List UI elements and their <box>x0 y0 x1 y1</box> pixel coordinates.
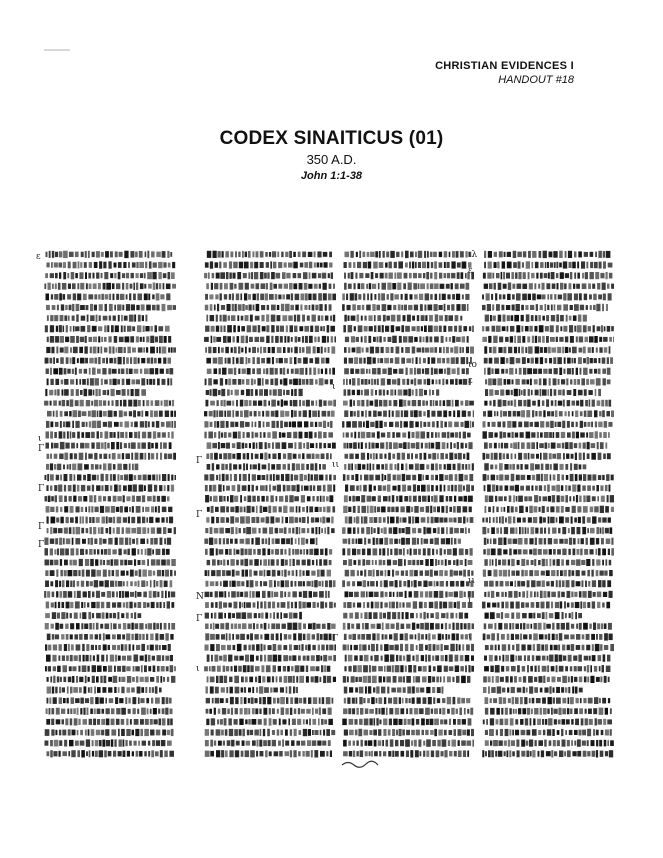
margin-note: Ν <box>196 592 204 602</box>
margin-note: ιι <box>332 460 340 470</box>
handout-number: HANDOUT #18 <box>498 74 574 86</box>
footer-scribble <box>340 756 380 774</box>
margin-note: ιο <box>468 360 477 370</box>
margin-note: ι <box>196 664 200 674</box>
margin-note: Γ <box>196 614 203 624</box>
manuscript-column-4 <box>482 248 614 758</box>
manuscript-column-2 <box>204 248 339 758</box>
manuscript-text-lines <box>342 251 474 758</box>
manuscript-column-3 <box>342 248 474 758</box>
manuscript-date: 350 A.D. <box>306 152 357 167</box>
margin-note: ι <box>468 632 472 642</box>
page-title: CODEX SINAITICUS (01) <box>219 128 444 149</box>
margin-note: Γ <box>38 484 45 494</box>
margin-note: ι <box>332 382 336 392</box>
course-title: CHRISTIAN EVIDENCES I <box>435 60 574 72</box>
margin-note: ε <box>468 376 473 386</box>
handout-header <box>435 60 574 86</box>
margin-note: ιλ <box>468 250 478 260</box>
margin-note: Γ <box>38 522 45 532</box>
manuscript-text-lines <box>204 251 339 758</box>
margin-note: Γ <box>38 444 45 454</box>
manuscript-image <box>36 248 626 768</box>
margin-note: ε <box>468 266 473 276</box>
scripture-reference: John 1:1-38 <box>300 170 363 182</box>
margin-note: Γ <box>38 540 45 550</box>
margin-note: ιι <box>468 576 476 586</box>
margin-note: Γ <box>196 510 203 520</box>
margin-note: ε <box>36 252 41 262</box>
manuscript-text-lines <box>482 251 614 758</box>
title-block <box>0 128 663 182</box>
margin-note: Γ <box>332 634 339 644</box>
margin-note: ι <box>38 434 42 444</box>
faint-corner-mark <box>44 41 72 59</box>
margin-note: Γ <box>196 456 203 466</box>
manuscript-column-1 <box>44 248 176 758</box>
manuscript-text-lines <box>44 251 176 758</box>
margin-note: ι <box>468 596 472 606</box>
